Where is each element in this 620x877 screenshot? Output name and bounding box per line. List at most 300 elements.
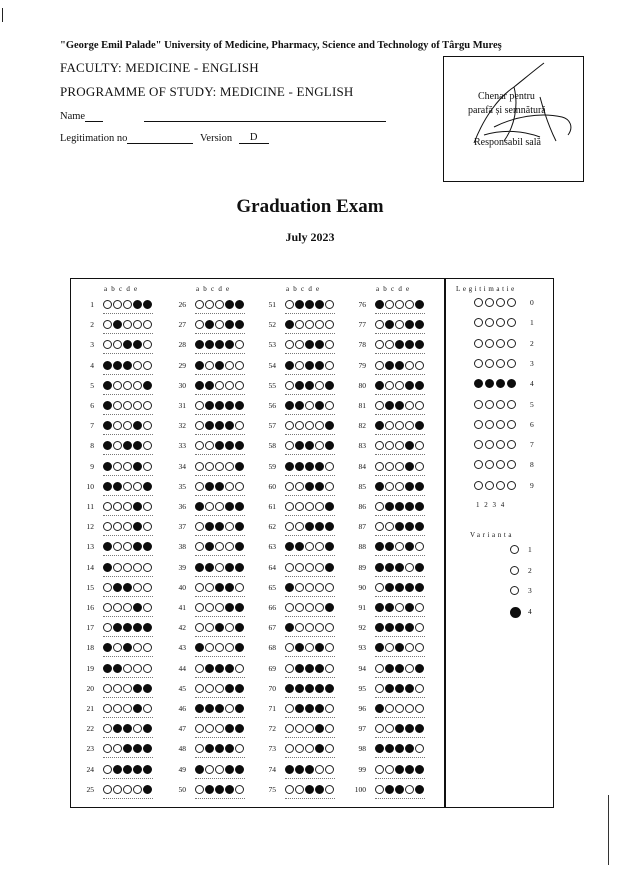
- answer-bubble-e[interactable]: [415, 462, 424, 471]
- answer-bubble-a[interactable]: [285, 724, 294, 733]
- answer-bubble-a[interactable]: [375, 361, 384, 370]
- answer-bubble-c[interactable]: [215, 643, 224, 652]
- answer-bubble-e[interactable]: [143, 320, 152, 329]
- answer-bubble-d[interactable]: [405, 583, 414, 592]
- answer-bubble-d[interactable]: [225, 563, 234, 572]
- answer-bubble-a[interactable]: [285, 785, 294, 794]
- answer-bubble-d[interactable]: [315, 441, 324, 450]
- answer-bubble-a[interactable]: [375, 320, 384, 329]
- answer-bubble-a[interactable]: [375, 643, 384, 652]
- answer-bubble-d[interactable]: [405, 684, 414, 693]
- answer-bubble-a[interactable]: [103, 563, 112, 572]
- answer-bubble-c[interactable]: [395, 462, 404, 471]
- answer-bubble-d[interactable]: [315, 603, 324, 612]
- legitimatie-bubble[interactable]: [496, 420, 505, 429]
- answer-bubble-e[interactable]: [415, 381, 424, 390]
- answer-bubble-a[interactable]: [375, 441, 384, 450]
- answer-bubble-b[interactable]: [295, 300, 304, 309]
- answer-bubble-a[interactable]: [103, 684, 112, 693]
- answer-bubble-b[interactable]: [113, 724, 122, 733]
- answer-bubble-d[interactable]: [405, 744, 414, 753]
- answer-bubble-b[interactable]: [385, 462, 394, 471]
- answer-bubble-b[interactable]: [113, 401, 122, 410]
- answer-bubble-d[interactable]: [405, 340, 414, 349]
- answer-bubble-d[interactable]: [133, 704, 142, 713]
- answer-bubble-b[interactable]: [385, 643, 394, 652]
- answer-bubble-e[interactable]: [415, 361, 424, 370]
- answer-bubble-c[interactable]: [395, 421, 404, 430]
- answer-bubble-d[interactable]: [405, 563, 414, 572]
- answer-bubble-a[interactable]: [195, 623, 204, 632]
- answer-bubble-b[interactable]: [295, 320, 304, 329]
- answer-bubble-d[interactable]: [405, 502, 414, 511]
- answer-bubble-c[interactable]: [215, 381, 224, 390]
- answer-bubble-b[interactable]: [113, 441, 122, 450]
- answer-bubble-e[interactable]: [235, 724, 244, 733]
- answer-bubble-b[interactable]: [205, 623, 214, 632]
- legitimatie-bubble[interactable]: [474, 481, 483, 490]
- answer-bubble-d[interactable]: [315, 744, 324, 753]
- answer-bubble-d[interactable]: [405, 300, 414, 309]
- answer-bubble-e[interactable]: [415, 643, 424, 652]
- answer-bubble-c[interactable]: [123, 643, 132, 652]
- answer-bubble-d[interactable]: [315, 462, 324, 471]
- answer-bubble-c[interactable]: [215, 563, 224, 572]
- answer-bubble-a[interactable]: [103, 785, 112, 794]
- answer-bubble-d[interactable]: [225, 441, 234, 450]
- answer-bubble-a[interactable]: [285, 664, 294, 673]
- answer-bubble-d[interactable]: [315, 401, 324, 410]
- answer-bubble-b[interactable]: [385, 623, 394, 632]
- answer-bubble-c[interactable]: [123, 462, 132, 471]
- answer-bubble-c[interactable]: [215, 320, 224, 329]
- answer-bubble-e[interactable]: [325, 441, 334, 450]
- varianta-bubble[interactable]: [510, 607, 521, 618]
- answer-bubble-a[interactable]: [195, 583, 204, 592]
- answer-bubble-a[interactable]: [195, 542, 204, 551]
- answer-bubble-c[interactable]: [305, 421, 314, 430]
- answer-bubble-a[interactable]: [375, 724, 384, 733]
- answer-bubble-e[interactable]: [415, 664, 424, 673]
- answer-bubble-a[interactable]: [375, 684, 384, 693]
- answer-bubble-b[interactable]: [385, 502, 394, 511]
- answer-bubble-a[interactable]: [195, 704, 204, 713]
- answer-bubble-c[interactable]: [123, 744, 132, 753]
- answer-bubble-d[interactable]: [225, 744, 234, 753]
- legitimatie-bubble[interactable]: [507, 339, 516, 348]
- answer-bubble-c[interactable]: [123, 320, 132, 329]
- answer-bubble-d[interactable]: [133, 361, 142, 370]
- answer-bubble-e[interactable]: [325, 542, 334, 551]
- answer-bubble-b[interactable]: [385, 765, 394, 774]
- answer-bubble-b[interactable]: [385, 320, 394, 329]
- answer-bubble-c[interactable]: [123, 381, 132, 390]
- answer-bubble-a[interactable]: [195, 724, 204, 733]
- legitimatie-bubble[interactable]: [474, 359, 483, 368]
- answer-bubble-d[interactable]: [225, 320, 234, 329]
- answer-bubble-a[interactable]: [285, 522, 294, 531]
- answer-bubble-d[interactable]: [133, 340, 142, 349]
- answer-bubble-b[interactable]: [113, 744, 122, 753]
- answer-bubble-c[interactable]: [123, 522, 132, 531]
- answer-bubble-e[interactable]: [325, 765, 334, 774]
- answer-bubble-a[interactable]: [103, 643, 112, 652]
- answer-bubble-c[interactable]: [395, 542, 404, 551]
- legitimatie-bubble[interactable]: [507, 481, 516, 490]
- answer-bubble-a[interactable]: [195, 401, 204, 410]
- answer-bubble-c[interactable]: [395, 401, 404, 410]
- answer-bubble-e[interactable]: [415, 785, 424, 794]
- answer-bubble-c[interactable]: [215, 724, 224, 733]
- answer-bubble-a[interactable]: [285, 421, 294, 430]
- answer-bubble-b[interactable]: [385, 583, 394, 592]
- answer-bubble-a[interactable]: [195, 300, 204, 309]
- answer-bubble-e[interactable]: [235, 563, 244, 572]
- answer-bubble-d[interactable]: [133, 785, 142, 794]
- answer-bubble-d[interactable]: [225, 381, 234, 390]
- answer-bubble-a[interactable]: [195, 603, 204, 612]
- answer-bubble-b[interactable]: [295, 441, 304, 450]
- answer-bubble-a[interactable]: [285, 462, 294, 471]
- answer-bubble-d[interactable]: [315, 623, 324, 632]
- answer-bubble-d[interactable]: [315, 361, 324, 370]
- answer-bubble-d[interactable]: [133, 542, 142, 551]
- varianta-bubble[interactable]: [510, 586, 519, 595]
- answer-bubble-c[interactable]: [305, 482, 314, 491]
- answer-bubble-c[interactable]: [305, 563, 314, 572]
- answer-bubble-e[interactable]: [235, 421, 244, 430]
- answer-bubble-c[interactable]: [305, 462, 314, 471]
- answer-bubble-c[interactable]: [395, 664, 404, 673]
- answer-bubble-d[interactable]: [315, 522, 324, 531]
- answer-bubble-e[interactable]: [143, 482, 152, 491]
- legitimation-field[interactable]: [127, 132, 193, 144]
- legitimatie-bubble[interactable]: [474, 339, 483, 348]
- answer-bubble-b[interactable]: [113, 704, 122, 713]
- answer-bubble-c[interactable]: [305, 300, 314, 309]
- answer-bubble-b[interactable]: [205, 441, 214, 450]
- answer-bubble-d[interactable]: [225, 522, 234, 531]
- answer-bubble-c[interactable]: [305, 785, 314, 794]
- answer-bubble-a[interactable]: [103, 765, 112, 774]
- answer-bubble-e[interactable]: [235, 300, 244, 309]
- answer-bubble-b[interactable]: [295, 502, 304, 511]
- answer-bubble-d[interactable]: [133, 603, 142, 612]
- answer-bubble-c[interactable]: [215, 421, 224, 430]
- answer-bubble-c[interactable]: [123, 361, 132, 370]
- answer-bubble-e[interactable]: [143, 664, 152, 673]
- answer-bubble-a[interactable]: [285, 704, 294, 713]
- answer-bubble-b[interactable]: [205, 684, 214, 693]
- answer-bubble-c[interactable]: [395, 522, 404, 531]
- answer-bubble-e[interactable]: [235, 381, 244, 390]
- answer-bubble-c[interactable]: [305, 603, 314, 612]
- answer-bubble-b[interactable]: [295, 401, 304, 410]
- answer-bubble-c[interactable]: [395, 441, 404, 450]
- answer-bubble-c[interactable]: [123, 704, 132, 713]
- answer-bubble-c[interactable]: [305, 583, 314, 592]
- answer-bubble-b[interactable]: [205, 704, 214, 713]
- answer-bubble-a[interactable]: [195, 744, 204, 753]
- answer-bubble-c[interactable]: [123, 482, 132, 491]
- answer-bubble-d[interactable]: [315, 724, 324, 733]
- answer-bubble-b[interactable]: [385, 563, 394, 572]
- answer-bubble-d[interactable]: [405, 664, 414, 673]
- answer-bubble-d[interactable]: [315, 583, 324, 592]
- answer-bubble-d[interactable]: [315, 381, 324, 390]
- answer-bubble-a[interactable]: [375, 603, 384, 612]
- answer-bubble-d[interactable]: [225, 765, 234, 774]
- answer-bubble-a[interactable]: [195, 441, 204, 450]
- answer-bubble-a[interactable]: [285, 320, 294, 329]
- legitimatie-bubble[interactable]: [496, 298, 505, 307]
- answer-bubble-b[interactable]: [385, 603, 394, 612]
- answer-bubble-d[interactable]: [315, 320, 324, 329]
- answer-bubble-d[interactable]: [405, 320, 414, 329]
- answer-bubble-a[interactable]: [285, 502, 294, 511]
- legitimatie-bubble[interactable]: [485, 481, 494, 490]
- answer-bubble-c[interactable]: [395, 340, 404, 349]
- answer-bubble-c[interactable]: [395, 583, 404, 592]
- answer-bubble-b[interactable]: [113, 340, 122, 349]
- answer-bubble-a[interactable]: [285, 300, 294, 309]
- answer-bubble-e[interactable]: [143, 462, 152, 471]
- answer-bubble-d[interactable]: [405, 401, 414, 410]
- answer-bubble-b[interactable]: [113, 482, 122, 491]
- answer-bubble-b[interactable]: [113, 361, 122, 370]
- legitimatie-bubble[interactable]: [496, 339, 505, 348]
- answer-bubble-b[interactable]: [113, 421, 122, 430]
- answer-bubble-e[interactable]: [143, 441, 152, 450]
- answer-bubble-c[interactable]: [395, 320, 404, 329]
- answer-bubble-a[interactable]: [375, 744, 384, 753]
- legitimatie-bubble[interactable]: [507, 420, 516, 429]
- answer-bubble-e[interactable]: [235, 441, 244, 450]
- answer-bubble-c[interactable]: [215, 704, 224, 713]
- answer-bubble-c[interactable]: [305, 361, 314, 370]
- answer-bubble-b[interactable]: [113, 623, 122, 632]
- answer-bubble-a[interactable]: [285, 361, 294, 370]
- answer-bubble-b[interactable]: [385, 704, 394, 713]
- answer-bubble-e[interactable]: [415, 603, 424, 612]
- answer-bubble-d[interactable]: [225, 300, 234, 309]
- answer-bubble-a[interactable]: [103, 462, 112, 471]
- answer-bubble-e[interactable]: [325, 664, 334, 673]
- answer-bubble-b[interactable]: [295, 684, 304, 693]
- answer-bubble-b[interactable]: [113, 522, 122, 531]
- answer-bubble-d[interactable]: [405, 381, 414, 390]
- answer-bubble-e[interactable]: [235, 522, 244, 531]
- answer-bubble-e[interactable]: [415, 623, 424, 632]
- answer-bubble-a[interactable]: [103, 583, 112, 592]
- answer-bubble-b[interactable]: [295, 765, 304, 774]
- answer-bubble-d[interactable]: [225, 462, 234, 471]
- answer-bubble-b[interactable]: [385, 744, 394, 753]
- answer-bubble-c[interactable]: [215, 401, 224, 410]
- answer-bubble-c[interactable]: [395, 502, 404, 511]
- answer-bubble-e[interactable]: [415, 522, 424, 531]
- answer-bubble-a[interactable]: [103, 381, 112, 390]
- answer-bubble-d[interactable]: [133, 320, 142, 329]
- answer-bubble-e[interactable]: [143, 603, 152, 612]
- answer-bubble-d[interactable]: [405, 785, 414, 794]
- answer-bubble-a[interactable]: [195, 664, 204, 673]
- answer-bubble-d[interactable]: [133, 421, 142, 430]
- answer-bubble-e[interactable]: [415, 724, 424, 733]
- answer-bubble-d[interactable]: [315, 300, 324, 309]
- answer-bubble-c[interactable]: [215, 522, 224, 531]
- answer-bubble-b[interactable]: [113, 462, 122, 471]
- answer-bubble-e[interactable]: [235, 744, 244, 753]
- answer-bubble-a[interactable]: [285, 643, 294, 652]
- answer-bubble-b[interactable]: [295, 542, 304, 551]
- answer-bubble-b[interactable]: [295, 724, 304, 733]
- legitimatie-bubble[interactable]: [496, 400, 505, 409]
- answer-bubble-c[interactable]: [395, 482, 404, 491]
- answer-bubble-b[interactable]: [205, 563, 214, 572]
- answer-bubble-b[interactable]: [205, 603, 214, 612]
- answer-bubble-a[interactable]: [375, 482, 384, 491]
- answer-bubble-e[interactable]: [325, 502, 334, 511]
- answer-bubble-c[interactable]: [123, 724, 132, 733]
- answer-bubble-d[interactable]: [315, 542, 324, 551]
- answer-bubble-d[interactable]: [315, 340, 324, 349]
- answer-bubble-a[interactable]: [375, 300, 384, 309]
- answer-bubble-c[interactable]: [305, 704, 314, 713]
- answer-bubble-b[interactable]: [205, 664, 214, 673]
- answer-bubble-d[interactable]: [225, 603, 234, 612]
- answer-bubble-b[interactable]: [205, 522, 214, 531]
- answer-bubble-a[interactable]: [103, 482, 112, 491]
- answer-bubble-c[interactable]: [215, 502, 224, 511]
- answer-bubble-d[interactable]: [405, 542, 414, 551]
- answer-bubble-e[interactable]: [415, 482, 424, 491]
- answer-bubble-a[interactable]: [195, 765, 204, 774]
- answer-bubble-a[interactable]: [103, 704, 112, 713]
- answer-bubble-e[interactable]: [143, 623, 152, 632]
- answer-bubble-b[interactable]: [205, 361, 214, 370]
- answer-bubble-e[interactable]: [143, 704, 152, 713]
- answer-bubble-d[interactable]: [315, 684, 324, 693]
- answer-bubble-b[interactable]: [295, 482, 304, 491]
- answer-bubble-e[interactable]: [143, 583, 152, 592]
- answer-bubble-a[interactable]: [195, 340, 204, 349]
- answer-bubble-e[interactable]: [235, 583, 244, 592]
- answer-bubble-e[interactable]: [325, 704, 334, 713]
- answer-bubble-b[interactable]: [385, 724, 394, 733]
- answer-bubble-d[interactable]: [405, 643, 414, 652]
- answer-bubble-a[interactable]: [285, 563, 294, 572]
- answer-bubble-b[interactable]: [205, 724, 214, 733]
- answer-bubble-b[interactable]: [113, 502, 122, 511]
- answer-bubble-a[interactable]: [375, 542, 384, 551]
- legitimatie-bubble[interactable]: [507, 298, 516, 307]
- answer-bubble-a[interactable]: [103, 502, 112, 511]
- answer-bubble-b[interactable]: [385, 542, 394, 551]
- answer-bubble-a[interactable]: [375, 623, 384, 632]
- answer-bubble-e[interactable]: [235, 664, 244, 673]
- answer-bubble-e[interactable]: [415, 744, 424, 753]
- answer-bubble-b[interactable]: [295, 744, 304, 753]
- answer-bubble-c[interactable]: [215, 441, 224, 450]
- answer-bubble-b[interactable]: [295, 340, 304, 349]
- legitimatie-bubble[interactable]: [485, 420, 494, 429]
- answer-bubble-d[interactable]: [133, 684, 142, 693]
- answer-bubble-c[interactable]: [123, 623, 132, 632]
- answer-bubble-e[interactable]: [325, 603, 334, 612]
- answer-bubble-c[interactable]: [215, 684, 224, 693]
- answer-bubble-e[interactable]: [325, 300, 334, 309]
- answer-bubble-b[interactable]: [113, 381, 122, 390]
- answer-bubble-d[interactable]: [405, 704, 414, 713]
- answer-bubble-d[interactable]: [225, 482, 234, 491]
- answer-bubble-b[interactable]: [113, 643, 122, 652]
- answer-bubble-a[interactable]: [285, 381, 294, 390]
- answer-bubble-b[interactable]: [385, 785, 394, 794]
- answer-bubble-e[interactable]: [415, 502, 424, 511]
- answer-bubble-e[interactable]: [143, 522, 152, 531]
- answer-bubble-b[interactable]: [205, 482, 214, 491]
- answer-bubble-e[interactable]: [325, 462, 334, 471]
- answer-bubble-b[interactable]: [205, 583, 214, 592]
- answer-bubble-e[interactable]: [415, 583, 424, 592]
- answer-bubble-e[interactable]: [325, 623, 334, 632]
- answer-bubble-c[interactable]: [395, 744, 404, 753]
- answer-bubble-b[interactable]: [113, 684, 122, 693]
- varianta-bubble[interactable]: [510, 545, 519, 554]
- answer-bubble-b[interactable]: [295, 563, 304, 572]
- answer-bubble-c[interactable]: [123, 583, 132, 592]
- answer-bubble-a[interactable]: [375, 583, 384, 592]
- answer-bubble-a[interactable]: [103, 320, 112, 329]
- answer-bubble-d[interactable]: [225, 785, 234, 794]
- legitimatie-bubble[interactable]: [496, 481, 505, 490]
- answer-bubble-e[interactable]: [235, 401, 244, 410]
- answer-bubble-b[interactable]: [205, 421, 214, 430]
- answer-bubble-c[interactable]: [305, 664, 314, 673]
- answer-bubble-e[interactable]: [143, 563, 152, 572]
- answer-bubble-a[interactable]: [285, 401, 294, 410]
- answer-bubble-d[interactable]: [225, 361, 234, 370]
- answer-bubble-e[interactable]: [325, 563, 334, 572]
- answer-bubble-d[interactable]: [225, 583, 234, 592]
- answer-bubble-b[interactable]: [113, 603, 122, 612]
- answer-bubble-a[interactable]: [195, 785, 204, 794]
- legitimatie-bubble[interactable]: [485, 359, 494, 368]
- answer-bubble-b[interactable]: [295, 603, 304, 612]
- answer-bubble-c[interactable]: [215, 765, 224, 774]
- answer-bubble-d[interactable]: [225, 724, 234, 733]
- answer-bubble-b[interactable]: [205, 320, 214, 329]
- answer-bubble-e[interactable]: [325, 643, 334, 652]
- answer-bubble-e[interactable]: [143, 724, 152, 733]
- answer-bubble-b[interactable]: [295, 664, 304, 673]
- answer-bubble-b[interactable]: [113, 664, 122, 673]
- answer-bubble-b[interactable]: [385, 664, 394, 673]
- answer-bubble-c[interactable]: [305, 542, 314, 551]
- answer-bubble-b[interactable]: [385, 401, 394, 410]
- answer-bubble-e[interactable]: [325, 401, 334, 410]
- answer-bubble-e[interactable]: [235, 643, 244, 652]
- answer-bubble-e[interactable]: [143, 300, 152, 309]
- answer-bubble-e[interactable]: [325, 522, 334, 531]
- answer-bubble-d[interactable]: [225, 401, 234, 410]
- answer-bubble-c[interactable]: [395, 300, 404, 309]
- answer-bubble-e[interactable]: [235, 502, 244, 511]
- answer-bubble-d[interactable]: [315, 421, 324, 430]
- answer-bubble-b[interactable]: [113, 563, 122, 572]
- answer-bubble-e[interactable]: [235, 603, 244, 612]
